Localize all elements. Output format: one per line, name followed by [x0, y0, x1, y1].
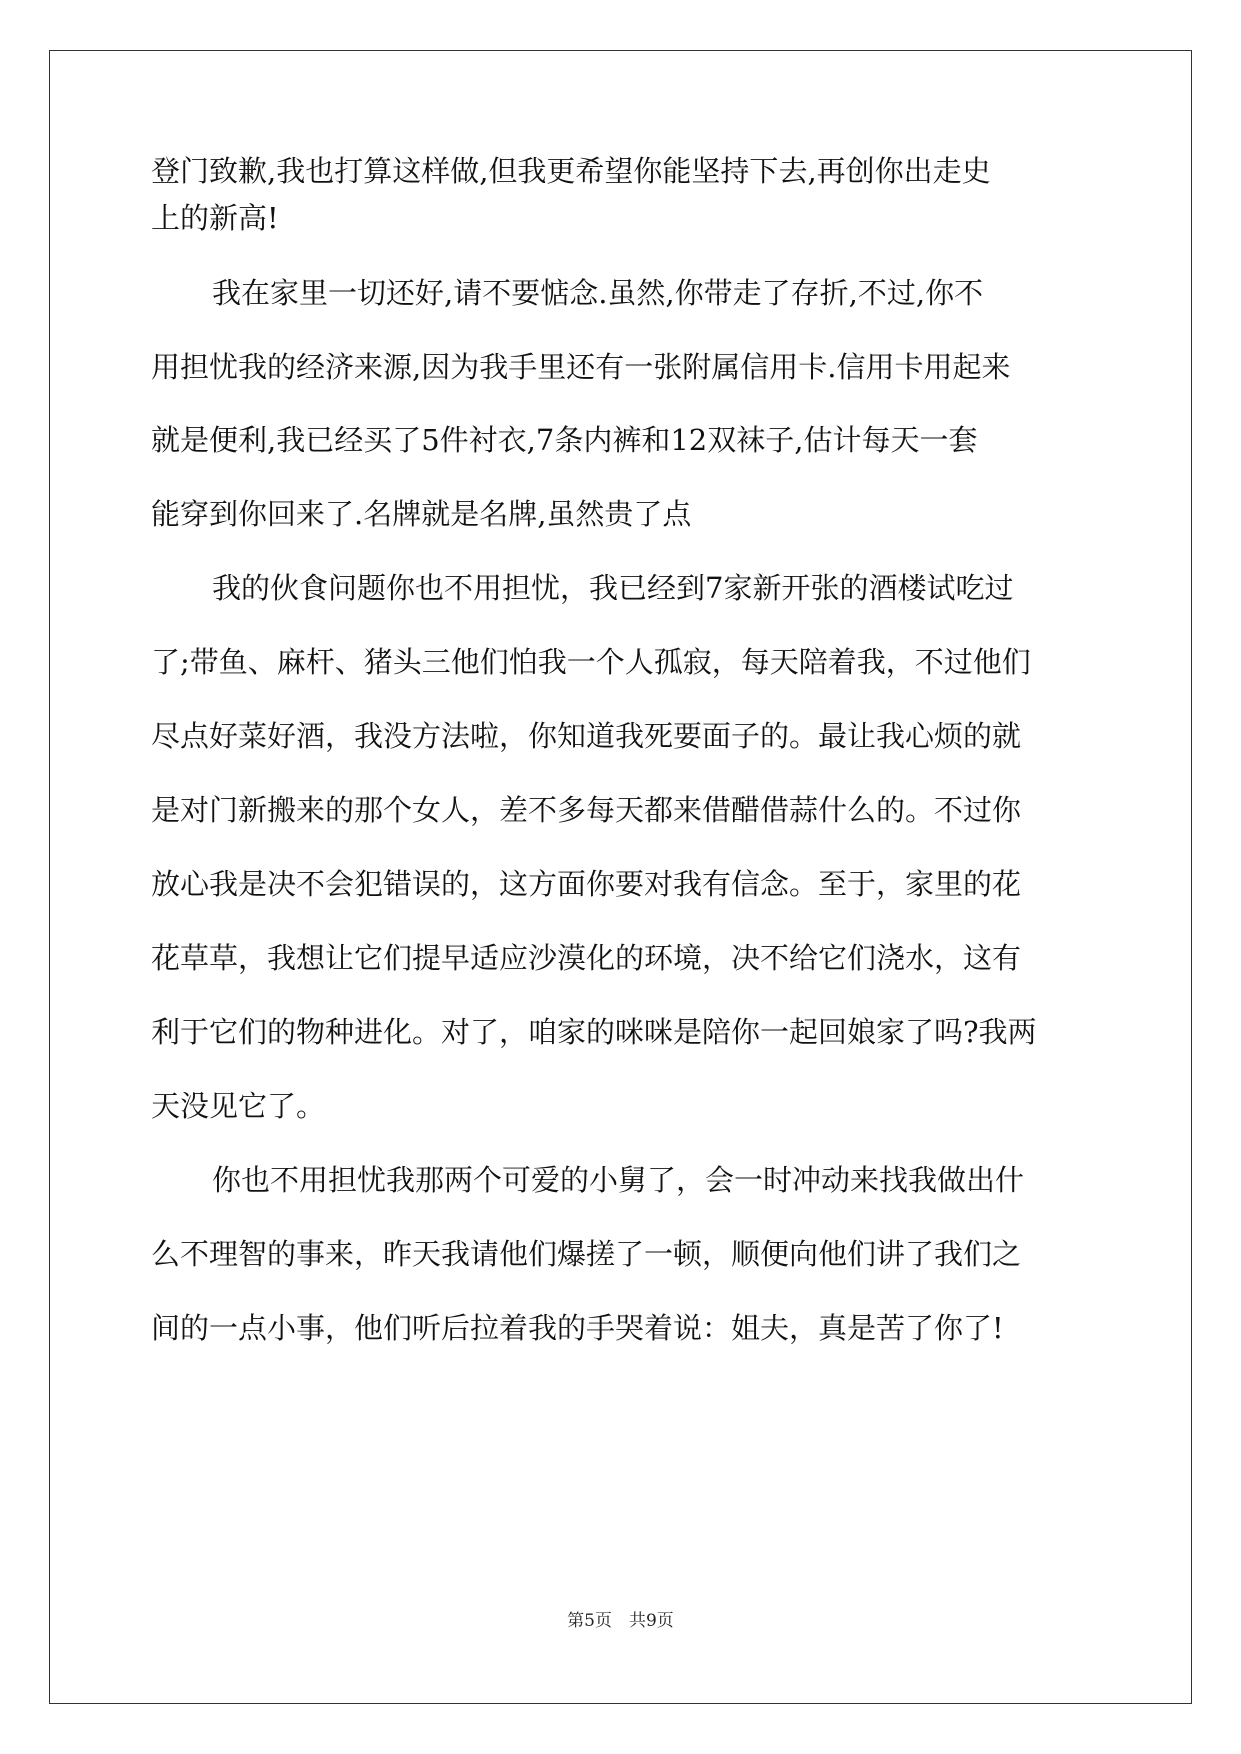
body-line: 利于它们的物种进化。对了，咱家的咪咪是陪你一起回娘家了吗?我两 — [151, 1015, 1037, 1049]
body-line: 么不理智的事来，昨天我请他们爆搓了一顿，顺便向他们讲了我们之 — [151, 1237, 1022, 1271]
body-line: 放心我是决不会犯错误的，这方面你要对我有信念。至于，家里的花 — [151, 867, 1022, 901]
body-line: 就是便利,我已经买了5件衬衣,7条内裤和12双袜子,估计每天一套 — [151, 423, 978, 457]
body-line: 间的一点小事，他们听后拉着我的手哭着说：姐夫，真是苦了你了! — [151, 1311, 1004, 1345]
page-number: 第5页 共9页 — [567, 1611, 674, 1631]
paragraph-first-line: 我的伙食问题你也不用担忧，我已经到7家新开张的酒楼试吃过 — [212, 571, 1014, 605]
paragraph-first-line: 我在家里一切还好,请不要惦念.虽然,你带走了存折,不过,你不 — [212, 276, 984, 310]
body-line: 天没见它了。 — [151, 1089, 326, 1123]
paragraph-first-line: 你也不用担忧我那两个可爱的小舅了，会一时冲动来找我做出什 — [212, 1163, 1025, 1197]
body-line: 登门致歉,我也打算这样做,但我更希望你能坚持下去,再创你出走史 — [151, 154, 991, 188]
body-line: 用担忧我的经济来源,因为我手里还有一张附属信用卡.信用卡用起来 — [151, 350, 1011, 384]
body-line: 了;带鱼、麻杆、猪头三他们怕我一个人孤寂，每天陪着我，不过他们 — [151, 645, 1031, 679]
body-line: 花草草，我想让它们提早适应沙漠化的环境，决不给它们浇水，这有 — [151, 941, 1022, 975]
body-line: 是对门新搬来的那个女人，差不多每天都来借醋借蒜什么的。不过你 — [151, 793, 1022, 827]
body-line: 能穿到你回来了.名牌就是名牌,虽然贵了点 — [151, 497, 692, 531]
body-line: 尽点好菜好酒，我没方法啦，你知道我死要面子的。最让我心烦的就 — [151, 719, 1022, 753]
body-line: 上的新高! — [151, 201, 279, 235]
